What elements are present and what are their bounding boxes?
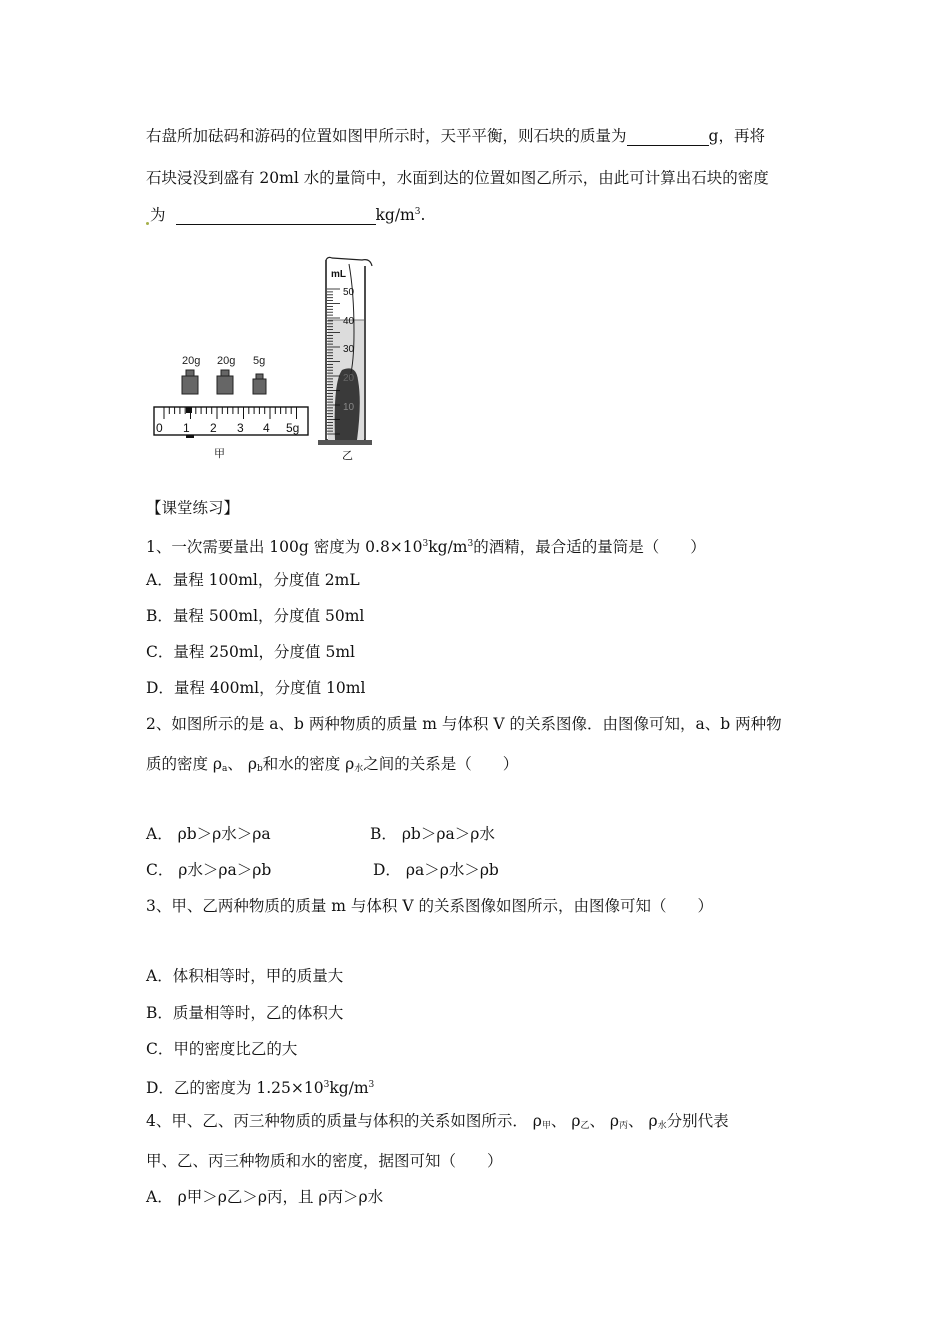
q2-text: 之间的关系是（ ） bbox=[363, 755, 519, 773]
q4-text: 4、甲、乙、丙三种物质的质量与体积的关系如图所示． ρ bbox=[146, 1112, 542, 1130]
caption-jia: 甲 bbox=[214, 447, 225, 460]
q1-stem bbox=[146, 534, 706, 557]
q2-stem-1: 2、如图所示的是 a、b 两种物质的质量 m 与体积 V 的关系图像．由图像可知，a、b 两种物 bbox=[146, 715, 782, 733]
intro-text: g，再将 bbox=[708, 127, 765, 145]
cylinder-mark: 30 bbox=[343, 344, 355, 355]
weight-label-3: 5g bbox=[253, 355, 266, 367]
scale-label: 4 bbox=[263, 421, 270, 435]
weight-label-2: 20g bbox=[217, 355, 236, 367]
q3-option-b[interactable]: B．质量相等时，乙的体积大 bbox=[146, 1004, 344, 1022]
scale-label: 1 bbox=[183, 421, 190, 435]
intro-line-2 bbox=[146, 168, 769, 188]
q4-text: 分别代表 bbox=[666, 1112, 729, 1130]
figure-svg bbox=[150, 252, 390, 464]
q1-option-d[interactable]: D．量程 400ml，分度值 10ml bbox=[146, 679, 366, 697]
q2-text: 、 ρ bbox=[227, 755, 257, 773]
scale-label: 2 bbox=[210, 421, 217, 435]
q3-text: D．乙的密度为 1.25×10 bbox=[146, 1079, 324, 1098]
q1-option-a[interactable]: A．量程 100ml，分度值 2mL bbox=[146, 571, 360, 589]
rider-marker bbox=[186, 407, 192, 413]
weight-icon bbox=[182, 370, 266, 394]
q4-text: 、 ρ bbox=[628, 1112, 658, 1130]
q1-text: 的酒精，最合适的量筒是（ ） bbox=[473, 538, 706, 557]
q2-option-c[interactable]: C． ρ水＞ρa＞ρb bbox=[146, 861, 272, 879]
q3-option-a[interactable]: A．体积相等时，甲的质量大 bbox=[146, 967, 344, 985]
q4-text: 、 ρ bbox=[589, 1112, 620, 1130]
weight-label-1: 20g bbox=[182, 355, 201, 367]
q2-text: 质的密度 ρ bbox=[146, 755, 223, 773]
caption-yi: 乙 bbox=[342, 449, 353, 462]
q4-stem-2: 甲、乙、丙三种物质和水的密度，据图可知（ ） bbox=[146, 1152, 503, 1170]
balance-and-cylinder-figure bbox=[150, 252, 390, 468]
intro-text: . bbox=[420, 206, 426, 225]
q3-option-d[interactable] bbox=[146, 1075, 374, 1098]
scale-label: 3 bbox=[237, 421, 244, 435]
subscript: b bbox=[256, 764, 263, 774]
intro-text: 右盘所加砝码和游码的位置如图甲所示时，天平平衡，则石块的质量为 bbox=[146, 127, 627, 145]
q4-text: 、 ρ bbox=[550, 1112, 581, 1130]
subscript: 水 bbox=[354, 764, 364, 774]
q4-option-a[interactable]: A． ρ甲＞ρ乙＞ρ丙，且 ρ丙＞ρ水 bbox=[146, 1188, 384, 1206]
scale-label: 0 bbox=[156, 421, 163, 435]
subscript: a bbox=[222, 764, 228, 774]
unit-text: kg/m bbox=[375, 206, 415, 225]
exponent: 3 bbox=[467, 539, 474, 549]
subscript: 甲 bbox=[541, 1121, 551, 1131]
q3-stem: 3、甲、乙两种物质的质量 m 与体积 V 的关系图像如图所示，由图像可知（ ） bbox=[146, 897, 713, 915]
unit-exponent: 3 bbox=[414, 207, 421, 217]
q1-text: 1、一次需要量出 100g 密度为 0.8×10 bbox=[146, 538, 423, 557]
intro-text: 为 bbox=[150, 206, 166, 225]
subscript: 水 bbox=[657, 1121, 667, 1131]
q2-option-d[interactable]: D． ρa＞ρ水＞ρb bbox=[373, 861, 499, 879]
cylinder-unit: mL bbox=[331, 269, 346, 280]
q4-stem-1 bbox=[146, 1111, 729, 1136]
exponent: 3 bbox=[422, 539, 429, 549]
answer-blank-density[interactable] bbox=[176, 208, 376, 225]
q2-option-a[interactable]: A． ρb＞ρ水＞ρa bbox=[146, 825, 271, 843]
q1-option-c[interactable]: C．量程 250ml，分度值 5ml bbox=[146, 643, 355, 661]
q3-option-c[interactable]: C．甲的密度比乙的大 bbox=[146, 1040, 298, 1058]
exponent: 3 bbox=[368, 1080, 375, 1090]
subscript: 丙 bbox=[619, 1121, 629, 1131]
q1-option-b[interactable]: B．量程 500ml，分度值 50ml bbox=[146, 607, 365, 625]
q2-option-b[interactable]: B． ρb＞ρa＞ρ水 bbox=[370, 825, 495, 843]
q2-text: 和水的密度 ρ bbox=[262, 755, 355, 773]
exponent: 3 bbox=[323, 1080, 330, 1090]
q1-text: kg/m bbox=[428, 538, 468, 557]
graduated-cylinder bbox=[318, 257, 372, 445]
rider-scale bbox=[154, 407, 308, 435]
intro-line-1 bbox=[146, 126, 765, 146]
cylinder-mark: 10 bbox=[343, 402, 355, 413]
cylinder-mark: 20 bbox=[343, 373, 355, 384]
intro-line-3 bbox=[146, 202, 425, 225]
cylinder-mark: 40 bbox=[343, 316, 355, 327]
intro-text: 石块浸没到盛有 20ml 水的量筒中，水面到达的位置如图乙所示，由此可计算出石块的密度 bbox=[146, 169, 769, 187]
scale-label: 5g bbox=[286, 421, 300, 435]
q2-stem-2 bbox=[146, 754, 518, 779]
subscript: 乙 bbox=[580, 1121, 590, 1131]
section-title: 【课堂练习】 bbox=[146, 499, 240, 517]
cylinder-mark: 50 bbox=[343, 287, 355, 298]
q3-text: kg/m bbox=[329, 1079, 369, 1098]
answer-blank-mass[interactable] bbox=[627, 129, 709, 146]
